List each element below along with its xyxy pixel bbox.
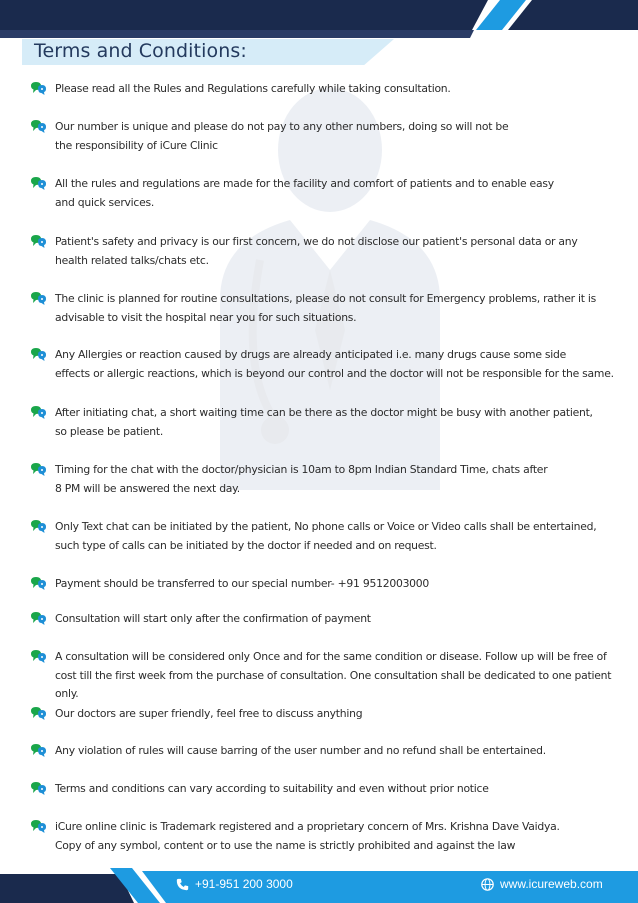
- chat-bubble-icon: [30, 611, 47, 626]
- chat-bubble-icon: [30, 291, 47, 306]
- rule-text: The clinic is planned for routine consultations, please do not consult for Emergency problems, rather it is advisable to visit the hospital near you for such situations.: [55, 292, 597, 324]
- rule-text: Please read all the Rules and Regulations carefully while taking consultation.: [55, 82, 451, 95]
- globe-icon: [481, 878, 494, 891]
- chat-bubble-icon: [30, 819, 47, 834]
- phone-icon: [176, 878, 189, 891]
- rule-text: Payment should be transferred to our special number- +91 9512003000: [55, 577, 430, 590]
- chat-bubble-icon: [30, 347, 47, 362]
- chat-bubble-icon: [30, 405, 47, 420]
- rule-text: Our number is unique and please do not pay to any other numbers, doing so will not be the responsibility of iCure Clinic: [55, 120, 509, 152]
- rule-text: All the rules and regulations are made for the facility and comfort of patients and to enable easy and quick services.: [55, 177, 554, 209]
- rule-text: Our doctors are super friendly, feel free to discuss anything: [55, 707, 363, 720]
- rule-text: Any Allergies or reaction caused by drugs are already anticipated i.e. many drugs cause some side effects or allergic reactions, which is beyond our control and the doctor will not be responsible for the same.: [55, 348, 614, 380]
- chat-bubble-icon: [30, 81, 47, 96]
- page-title: Terms and Conditions:: [34, 40, 247, 62]
- chat-bubble-icon: [30, 649, 47, 664]
- rule-text: A consultation will be considered only Once and for the same condition or disease. Follow up will be free of cost till the first week from the purchase of consultation. One consultation shall be dedicated to one patient only.: [55, 650, 612, 700]
- chat-bubble-icon: [30, 576, 47, 591]
- rule-text: Terms and conditions can vary according to suitability and even without prior notice: [55, 782, 489, 795]
- rule-text: Any violation of rules will cause barring of the user number and no refund shall be entertained.: [55, 744, 546, 757]
- chat-bubble-icon: [30, 781, 47, 796]
- phone-number: +91-951 200 3000: [195, 877, 293, 891]
- rule-text: Only Text chat can be initiated by the patient, No phone calls or Voice or Video calls shall be entertained, such type of calls can be initiated by the doctor if needed and on request.: [55, 520, 597, 552]
- rule-text: Timing for the chat with the doctor/physician is 10am to 8pm Indian Standard Time, chats after 8 PM will be answered the next day.: [55, 463, 548, 495]
- chat-bubble-icon: [30, 176, 47, 191]
- chat-bubble-icon: [30, 743, 47, 758]
- website-url: www.icureweb.com: [500, 877, 603, 891]
- rule-text: Patient's safety and privacy is our first concern, we do not disclose our patient's personal data or any health related talks/chats etc.: [55, 235, 578, 267]
- rule-text: After initiating chat, a short waiting time can be there as the doctor might be busy with another patient, so please be patient.: [55, 406, 593, 438]
- chat-bubble-icon: [30, 119, 47, 134]
- footer-website[interactable]: [481, 877, 603, 891]
- chat-bubble-icon: [30, 234, 47, 249]
- chat-bubble-icon: [30, 519, 47, 534]
- rule-text: iCure online clinic is Trademark registered and a proprietary concern of Mrs. Krishna Dave Vaidya. Copy of any symbol, content or to use the name is strictly prohibited and against the law: [55, 820, 560, 852]
- footer-phone[interactable]: [176, 877, 293, 891]
- rule-text: Consultation will start only after the confirmation of payment: [55, 612, 371, 625]
- chat-bubble-icon: [30, 462, 47, 477]
- chat-bubble-icon: [30, 706, 47, 721]
